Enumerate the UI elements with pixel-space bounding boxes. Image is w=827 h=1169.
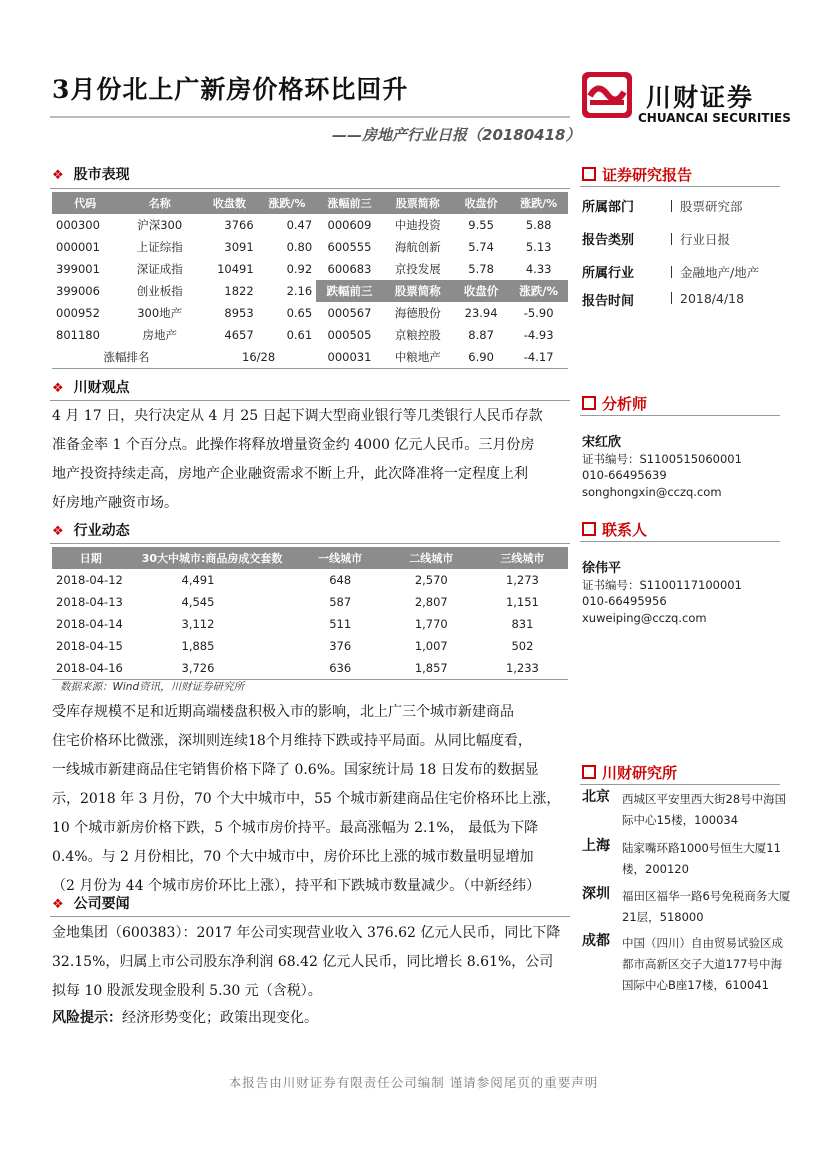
contact-cert: 证书编号：S1100117100001 (582, 578, 742, 592)
company-logo-icon (582, 72, 632, 118)
section-divider (50, 543, 570, 544)
market-section-heading: ❖ 股市表现 (52, 167, 130, 183)
page-footer: 本报告由川财证券有限责任公司编制 谨请参阅尾页的重要声明 (228, 1075, 599, 1090)
report-info-heading: 证券研究报告 (582, 164, 692, 185)
table-row: 801180 房地产 4657 0.61 000505 京粮控股 8.87 -4.93 (56, 328, 554, 342)
diamond-bullet-icon: ❖ (52, 168, 64, 183)
table-row: 399006 创业板指 1822 2.16 跌幅前三 股票简称 收盘价 涨跌/% (52, 280, 568, 302)
meta-label: 报告类别 (582, 233, 635, 248)
table-row: 2018-04-14 3,112 511 1,770 831 (56, 617, 534, 631)
table-row: 2018-04-16 3,726 636 1,857 1,233 (52, 657, 568, 680)
diamond-bullet-icon: ❖ (52, 524, 64, 539)
section-divider (50, 188, 570, 189)
company-paragraph: 金地集团（600383）：2017 年公司实现营业收入 376.62 亿元人民币，同比下降 32.15%，归属上市公司股东净利润 68.42 亿元人民币，同比增长 8.61%，公司 拟每 10 股派发现金股利 5.30 元（含税）。 (52, 925, 561, 999)
view-section-heading: ❖ 川财观点 (52, 380, 130, 396)
industry-table (52, 547, 568, 680)
report-subtitle: ——房地产行业日报（20180418） (332, 126, 581, 144)
institute-heading: 川财研究所 (582, 762, 677, 783)
office-address: 中国（四川）自由贸易试验区成都市高新区交子大道177号中海国际中心B座17楼，610041 (622, 936, 783, 992)
page-title: 3月份北上广新房价格环比回升 (52, 75, 409, 104)
table-row: 2018-04-15 1,885 376 1,007 502 (56, 639, 534, 653)
square-bullet-icon (582, 765, 596, 779)
header-divider (50, 116, 570, 118)
contact-heading: 联系人 (582, 519, 647, 540)
section-divider (50, 400, 570, 401)
meta-value: 2018/4/18 (671, 291, 744, 306)
company-section-heading: ❖ 公司要闻 (52, 896, 130, 912)
table-row: 000952 300地产 8953 0.65 000567 海德股份 23.94 -5.90 (56, 306, 554, 320)
table-header-row: 代码 名称 收盘数 涨跌/% 涨幅前三 股票简称 收盘价 涨跌/% (52, 192, 568, 214)
office-city: 成都 (582, 933, 610, 949)
square-bullet-icon (582, 522, 596, 536)
analyst-name: 宋红欣 (582, 435, 622, 450)
office-address: 西城区平安里西大街28号中海国际中心15楼，100034 (622, 792, 787, 827)
office-city: 深圳 (582, 886, 610, 902)
square-bullet-icon (582, 396, 596, 410)
table-row: 2018-04-13 4,545 587 2,807 1,151 (56, 595, 539, 609)
diamond-bullet-icon: ❖ (52, 381, 64, 396)
view-paragraph: 4 月 17 日，央行决定从 4 月 25 日起下调大型商业银行等几类银行人民币存款 准备金率 1 个百分点。此操作将释放增量资金约 4000 亿元人民币。三月份房 地产投资持续走高，房地产企业融资需求不断上升，此次降准将一定程度上利 好房地产融资市场。 (52, 408, 543, 511)
industry-paragraph: 受库存规模不足和近期高端楼盘积极入市的影响，北上广三个城市新建商品 住宅价格环比微涨，深圳则连续18个月维持下跌或持平局面。从同比幅度看， 一线城市新建商品住宅销售价格下降了 0.6%。国家统计局 18 日发布的数据显 示，2018 年 3 月份，70 个大中城市中，55 个城市新建商品住宅价格环比上涨， 10 个城市新房价格下跌，5 个城市房价持平。最高涨幅为 2.1%， 最低为下降 0.4%。与 2 月份相比，70 个大中城市中，房价环比上涨的城市数量明显增加 （2 月份为 44 个城市房价环比上涨），持平和下跌城市数量减少。（中新经纬） (52, 704, 561, 894)
table-row: 2018-04-12 4,491 648 2,570 1,273 (56, 573, 539, 587)
contact-name: 徐伟平 (582, 561, 622, 576)
analyst-heading: 分析师 (582, 393, 647, 414)
table-row: 000300 沪深300 3766 0.47 000609 中迪投资 9.55 5.88 (56, 218, 552, 232)
industry-section-heading: ❖ 行业动态 (52, 523, 130, 539)
section-divider (580, 541, 780, 542)
meta-value: 行业日报 (671, 230, 730, 248)
square-bullet-icon (582, 167, 596, 181)
meta-label: 报告时间 (582, 294, 635, 309)
office-address: 陆家嘴环路1000号恒生大厦11楼，200120 (622, 841, 781, 876)
table-row: 涨幅排名 16/28 000031 中粮地产 6.90 -4.17 (52, 346, 568, 369)
logo-text-cn: 川财证券 (646, 83, 755, 112)
diamond-bullet-icon: ❖ (52, 897, 64, 912)
market-table (52, 192, 568, 369)
meta-label: 所属部门 (582, 200, 635, 215)
section-divider (580, 784, 780, 785)
office-city: 北京 (582, 789, 610, 805)
logo-text-en: CHUANCAI SECURITIES (638, 111, 791, 125)
section-divider (580, 186, 780, 187)
risk-warning: 风险提示：经济形势变化；政策出现变化。 (52, 1010, 318, 1026)
table-header-row: 日期 30大中城市:商品房成交套数 一线城市 二线城市 三线城市 (52, 547, 568, 569)
table-row: 399001 深证成指 10491 0.92 600683 京投发展 5.78 4.33 (56, 262, 552, 276)
office-city: 上海 (582, 838, 610, 854)
meta-label: 所属行业 (582, 266, 635, 281)
data-source-note: 数据来源：Wind资讯，川财证券研究所 (60, 681, 245, 693)
table-row: 000001 上证综指 3091 0.80 600555 海航创新 5.74 5.13 (56, 240, 552, 254)
section-divider (50, 916, 570, 917)
contact-phone: 010-66495956 (582, 594, 667, 608)
contact-email[interactable]: xuweiping@cczq.com (582, 611, 707, 625)
office-address: 福田区福华一路6号免税商务大厦21层，518000 (622, 889, 791, 924)
analyst-cert: 证书编号：S1100515060001 (582, 452, 742, 466)
analyst-phone: 010-66495639 (582, 468, 667, 482)
analyst-email[interactable]: songhongxin@cczq.com (582, 485, 722, 499)
meta-value: 金融地产/地产 (671, 263, 759, 281)
section-divider (580, 415, 780, 416)
meta-value: 股票研究部 (671, 197, 743, 215)
